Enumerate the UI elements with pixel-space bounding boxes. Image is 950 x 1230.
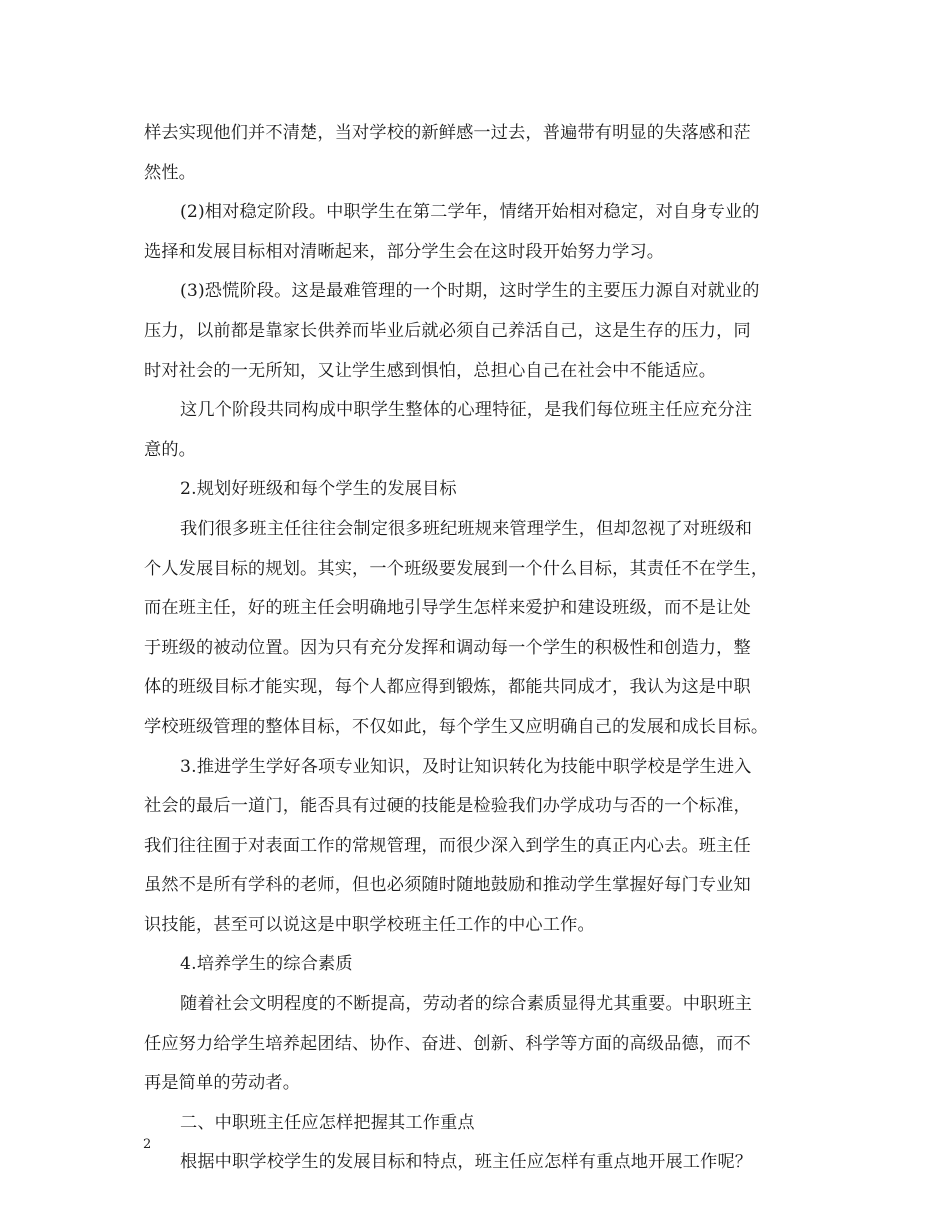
text-line: 2.规划好班级和每个学生的发展目标 <box>180 479 457 500</box>
text-line: 二、中职班主任应怎样把握其工作重点 <box>180 1112 475 1133</box>
text-line: 学校班级管理的整体目标，不仅如此，每个学生又应明确自己的发展和成长目标。 <box>144 716 769 737</box>
text-line: 3.推进学生学好各项专业知识，及时让知识转化为技能中职学校是学生进入 <box>180 756 752 777</box>
text-line: 任应努力给学生培养起团结、协作、奋进、创新、科学等方面的高级品德，而不 <box>144 1033 751 1054</box>
text-line: 然性。 <box>144 162 197 183</box>
text-line: 时对社会的一无所知，又让学生感到惧怕，总担心自己在社会中不能适应。 <box>144 360 717 381</box>
text-line: 4.培养学生的综合素质 <box>180 954 353 975</box>
text-line: 我们很多班主任往往会制定很多班纪班规来管理学生，但却忽视了对班级和 <box>180 518 753 539</box>
text-line: 识技能，甚至可以说这是中职学校班主任工作的中心工作。 <box>144 914 595 935</box>
text-line: 而在班主任，好的班主任会明确地引导学生怎样来爱护和建设班级，而不是让处 <box>144 598 751 619</box>
text-line: 社会的最后一道门，能否具有过硬的技能是检验我们办学成功与否的一个标准， <box>144 796 751 817</box>
text-line: 意的。 <box>144 439 197 460</box>
text-line: (3)恐慌阶段。这是最难管理的一个时期，这时学生的主要压力源自对就业的 <box>180 281 760 302</box>
text-line: 这几个阶段共同构成中职学生整体的心理特征，是我们每位班主任应充分注 <box>180 400 753 421</box>
document-body <box>144 114 808 1183</box>
text-line: 选择和发展目标相对清晰起来，部分学生会在这时段开始努力学习。 <box>144 241 665 262</box>
text-line: 压力，以前都是靠家长供养而毕业后就必须自己养活自己，这是生存的压力，同 <box>144 320 751 341</box>
text-line: 个人发展目标的规划。其实，一个班级要发展到一个什么目标，其责任不在学生， <box>144 558 769 579</box>
text-line: 虽然不是所有学科的老师，但也必须随时随地鼓励和推动学生掌握好每门专业知 <box>144 875 751 896</box>
text-line: 体的班级目标才能实现，每个人都应得到锻炼，都能共同成才，我认为这是中职 <box>144 677 751 698</box>
text-line: 根据中职学校学生的发展目标和特点，班主任应怎样有重点地开展工作呢？ <box>180 1152 753 1173</box>
text-line: 于班级的被动位置。因为只有充分发挥和调动每一个学生的积极性和创造力，整 <box>144 637 751 658</box>
text-line: 再是简单的劳动者。 <box>144 1073 301 1094</box>
text-line: (2)相对稳定阶段。中职学生在第二学年，情绪开始相对稳定，对自身专业的 <box>180 202 760 223</box>
text-line: 我们往往囿于对表面工作的常规管理，而很少深入到学生的真正内心去。班主任 <box>144 835 751 856</box>
text-line: 样去实现他们并不清楚，当对学校的新鲜感一过去，普遍带有明显的失落感和茫 <box>144 123 751 143</box>
text-line: 随着社会文明程度的不断提高，劳动者的综合素质显得尤其重要。中职班主 <box>180 994 753 1015</box>
page-number: 2 <box>143 1137 152 1152</box>
